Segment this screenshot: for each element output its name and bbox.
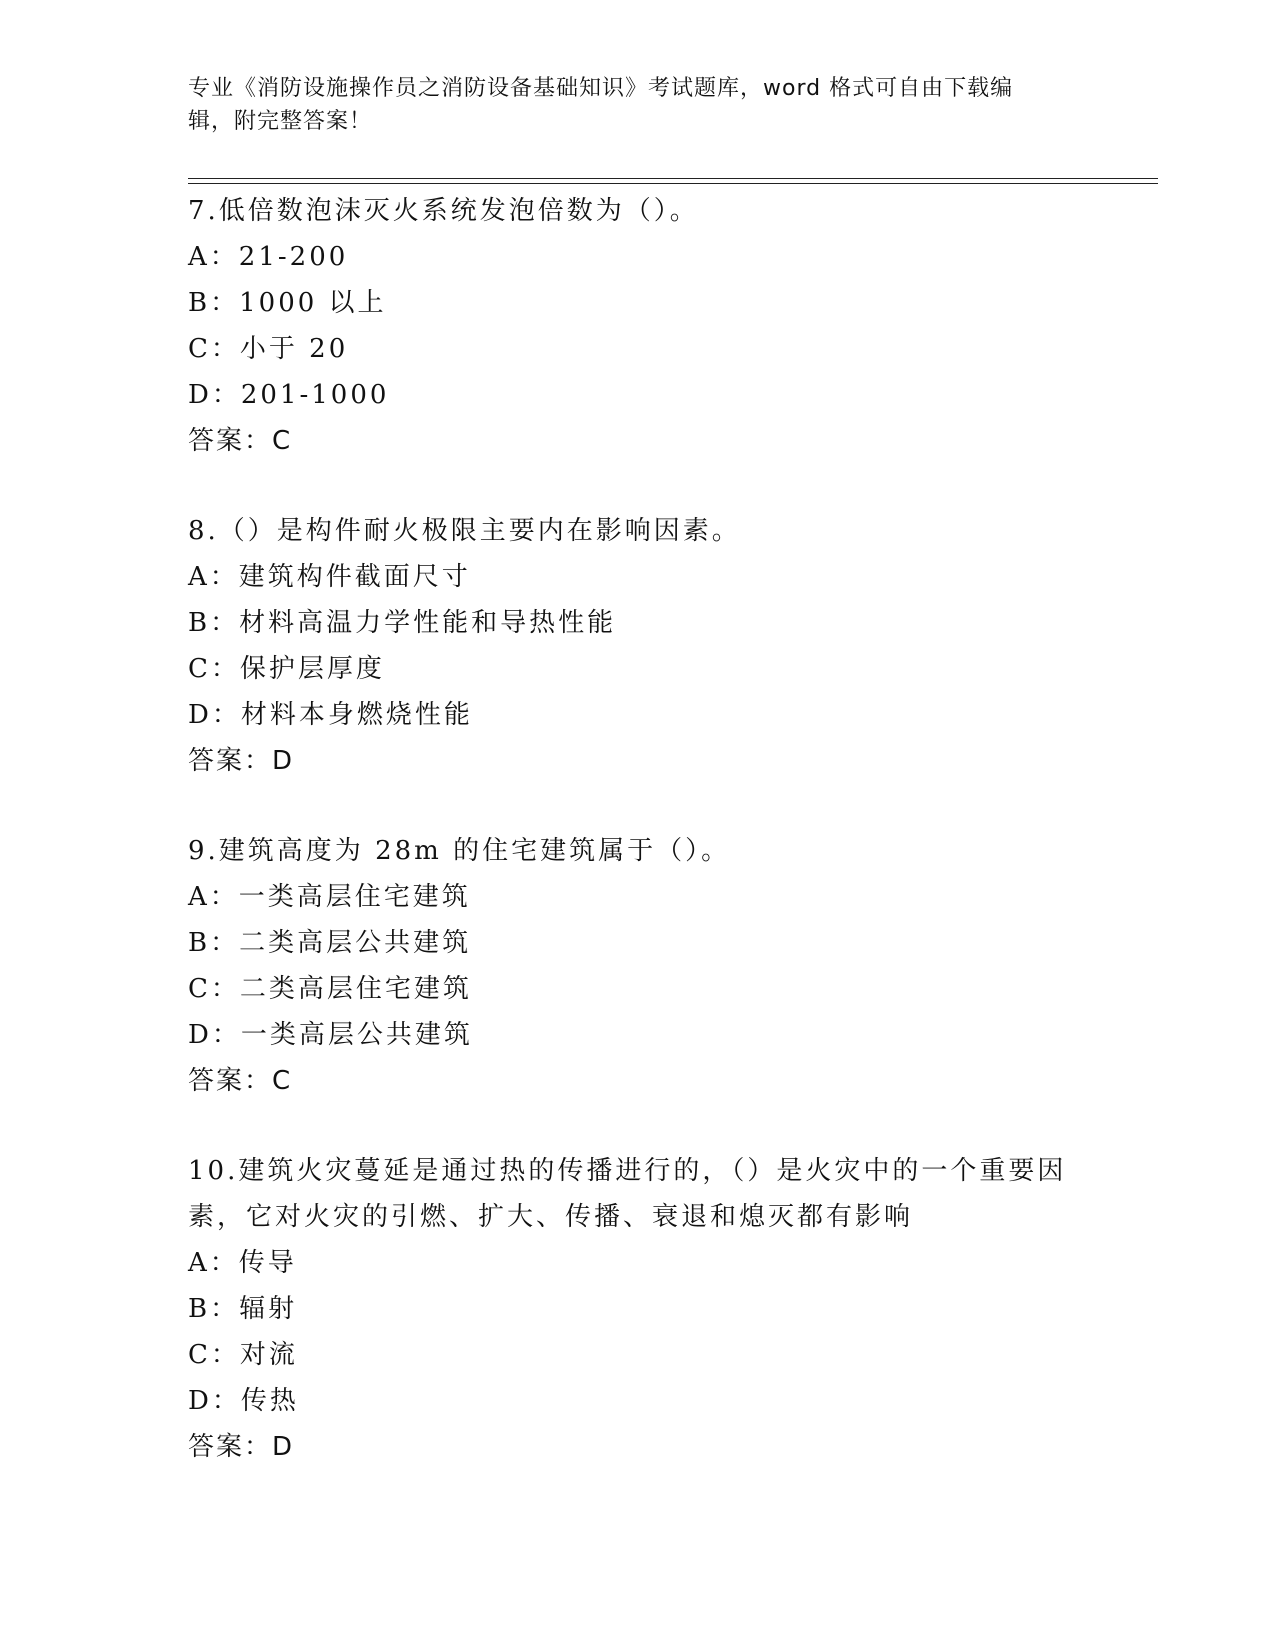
question-9 <box>188 828 1088 1104</box>
answer-line: 答案：C <box>188 1066 293 1096</box>
document-header <box>188 72 1068 138</box>
question-stem: 9.建筑高度为 28m 的住宅建筑属于（）。 <box>188 836 731 866</box>
option-d: D：一类高层公共建筑 <box>188 1020 473 1050</box>
header-divider-bottom <box>188 183 1158 184</box>
question-stem: 7.低倍数泡沫灭火系统发泡倍数为（）。 <box>188 196 699 226</box>
header-line-2: 辑，附完整答案！ <box>188 109 373 134</box>
question-stem-line-2: 素，它对火灾的引燃、扩大、传播、衰退和熄灭都有影响 <box>188 1202 914 1232</box>
option-b: B：1000 以上 <box>188 288 387 318</box>
option-a: A：建筑构件截面尺寸 <box>188 562 471 592</box>
option-c: C：保护层厚度 <box>188 654 385 684</box>
option-c: C：二类高层住宅建筑 <box>188 974 472 1004</box>
question-7 <box>188 188 1088 464</box>
answer-line: 答案：D <box>188 1432 295 1462</box>
option-b: B：辐射 <box>188 1294 298 1324</box>
answer-line: 答案：C <box>188 426 293 456</box>
question-list <box>188 188 1088 1514</box>
question-8 <box>188 508 1088 784</box>
option-d: D：传热 <box>188 1386 299 1416</box>
question-10 <box>188 1148 1088 1470</box>
option-b: B：材料高温力学性能和导热性能 <box>188 608 617 638</box>
option-a: A：传导 <box>188 1248 297 1278</box>
header-divider-top <box>188 178 1158 179</box>
option-d: D：材料本身燃烧性能 <box>188 700 473 730</box>
question-stem-line-1: 10.建筑火灾蔓延是通过热的传播进行的，（）是火灾中的一个重要因 <box>188 1156 1067 1186</box>
option-c: C：小于 20 <box>188 334 349 364</box>
option-a: A：21-200 <box>188 242 349 272</box>
answer-line: 答案：D <box>188 746 295 776</box>
option-c: C：对流 <box>188 1340 298 1370</box>
option-b: B：二类高层公共建筑 <box>188 928 472 958</box>
option-d: D：201-1000 <box>188 380 390 410</box>
question-stem: 8.（）是构件耐火极限主要内在影响因素。 <box>188 516 741 546</box>
option-a: A：一类高层住宅建筑 <box>188 882 471 912</box>
header-line-1: 专业《消防设施操作员之消防设备基础知识》考试题库，word 格式可自由下载编 <box>188 76 1014 101</box>
